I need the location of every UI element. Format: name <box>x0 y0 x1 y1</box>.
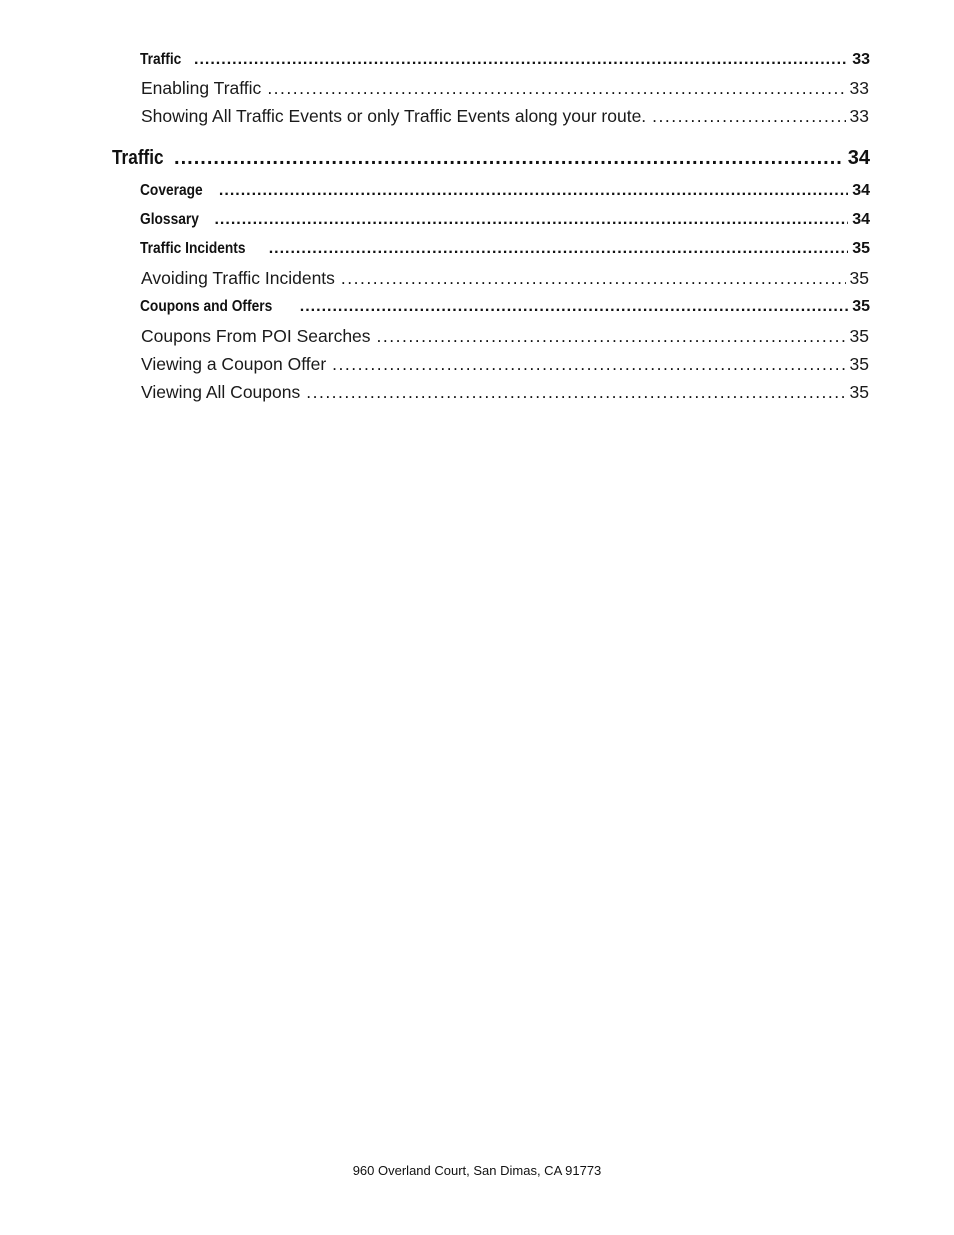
toc-entry-label: Coupons From POI Searches <box>141 326 371 346</box>
toc-entry-enabling-traffic[interactable] <box>141 78 869 99</box>
toc-entry-page: 33 <box>852 51 870 68</box>
toc-entry-glossary[interactable] <box>140 211 870 229</box>
toc-entry-page: 35 <box>849 268 869 288</box>
toc-entry-coverage[interactable] <box>140 182 870 200</box>
toc-entry-label: Glossary <box>140 211 199 228</box>
toc-entry-page: 34 <box>852 182 870 199</box>
dot-leader <box>377 326 846 347</box>
page-footer-address: 960 Overland Court, San Dimas, CA 91773 <box>352 1163 602 1178</box>
toc-entry-viewing-coupon-offer[interactable] <box>141 354 869 375</box>
toc-entry-coupons-and-offers[interactable] <box>140 298 870 316</box>
toc-entry-page: 35 <box>849 326 869 346</box>
dot-leader <box>300 298 848 316</box>
dot-leader <box>652 106 845 127</box>
toc-entry-page: 35 <box>849 382 869 402</box>
dot-leader <box>341 268 846 289</box>
toc-entry-page: 34 <box>852 211 870 228</box>
dot-leader <box>332 354 845 375</box>
toc-entry-label: Viewing a Coupon Offer <box>141 354 327 374</box>
toc-entry-showing-traffic-events[interactable] <box>141 106 869 127</box>
toc-entry-label: Coverage <box>140 182 203 199</box>
toc-entry-page: 33 <box>849 78 869 98</box>
toc-entry-label: Avoiding Traffic Incidents <box>141 268 335 288</box>
toc-entry-label: Traffic <box>112 147 164 169</box>
dot-leader <box>219 182 848 200</box>
dot-leader <box>214 211 848 229</box>
toc-entry-traffic-section[interactable] <box>140 51 870 69</box>
toc-entry-label: Traffic <box>140 51 182 68</box>
toc-entry-coupons-from-poi-searches[interactable] <box>141 326 869 347</box>
dot-leader <box>267 78 845 99</box>
toc-entry-label: Coupons and Offers <box>140 298 273 315</box>
toc-entry-label: Traffic Incidents <box>140 240 246 257</box>
toc-entry-label: Showing All Traffic Events or only Traffic Events along your route. <box>141 106 647 126</box>
toc-entry-viewing-all-coupons[interactable] <box>141 382 869 403</box>
dot-leader <box>174 147 844 170</box>
toc-entry-page: 35 <box>849 354 869 374</box>
toc-entry-label: Enabling Traffic <box>141 78 262 98</box>
toc-entry-page: 34 <box>847 147 870 169</box>
toc-entry-page: 35 <box>852 240 870 257</box>
toc-entry-traffic-chapter[interactable] <box>112 147 870 170</box>
dot-leader <box>269 240 849 258</box>
dot-leader <box>306 382 845 403</box>
toc-entry-page: 33 <box>849 106 869 126</box>
toc-entry-label: Viewing All Coupons <box>141 382 301 402</box>
toc-entry-traffic-incidents[interactable] <box>140 240 870 258</box>
toc-entry-page: 35 <box>852 298 870 315</box>
dot-leader <box>194 51 848 69</box>
toc-entry-avoiding-traffic-incidents[interactable] <box>141 268 869 289</box>
